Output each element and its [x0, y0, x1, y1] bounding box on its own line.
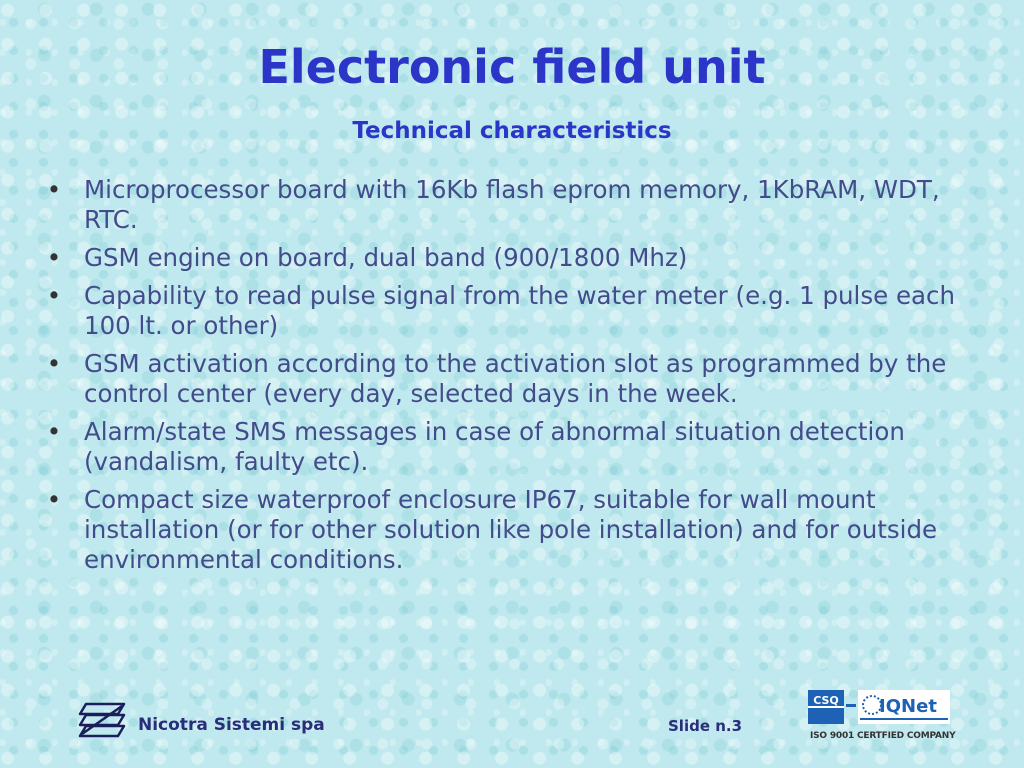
bullet-item — [44, 281, 974, 341]
bullet-marker: • — [46, 281, 62, 310]
bullet-text: Capability to read pulse signal from the water meter (e.g. 1 pulse each 100 lt. or other) — [84, 281, 956, 340]
bullet-item — [44, 175, 974, 235]
bullet-item — [44, 417, 974, 477]
company-name: Nicotra Sistemi spa — [138, 715, 325, 735]
bullet-text: Alarm/state SMS messages in case of abnormal situation detection (vandalism, faulty etc). — [84, 417, 905, 476]
csq-iqnet-certification-icon — [808, 690, 950, 726]
csq-logo-text: CSQ — [813, 694, 839, 707]
slide-title: Electronic field unit — [258, 40, 766, 94]
bullet-text: GSM activation according to the activation slot as programmed by the control center (every day, selected days in the week. — [84, 349, 947, 408]
bullet-marker: • — [46, 349, 62, 378]
certification-caption: ISO 9001 CERTFIED COMPANY — [810, 731, 956, 741]
bullet-marker: • — [46, 175, 62, 204]
iqnet-logo-text: IQNet — [879, 696, 937, 717]
bullet-text: Compact size waterproof enclosure IP67, suitable for wall mount installation (or for other solution like pole installation) and for outside environmental conditions. — [84, 485, 938, 574]
slide-number: Slide n.3 — [668, 717, 743, 735]
bullet-marker: • — [46, 417, 62, 446]
bullet-item — [44, 349, 974, 409]
bullet-marker: • — [46, 485, 62, 514]
bullet-item — [44, 243, 974, 273]
nicotra-logo-icon — [78, 700, 128, 740]
bullet-text: GSM engine on board, dual band (900/1800 Mhz) — [84, 243, 688, 272]
bullet-marker: • — [46, 243, 62, 272]
bullet-text: Microprocessor board with 16Kb flash eprom memory, 1KbRAM, WDT, RTC. — [84, 175, 940, 234]
bullet-list — [44, 175, 974, 583]
bullet-item — [44, 485, 974, 575]
slide-subtitle: Technical characteristics — [352, 118, 672, 144]
